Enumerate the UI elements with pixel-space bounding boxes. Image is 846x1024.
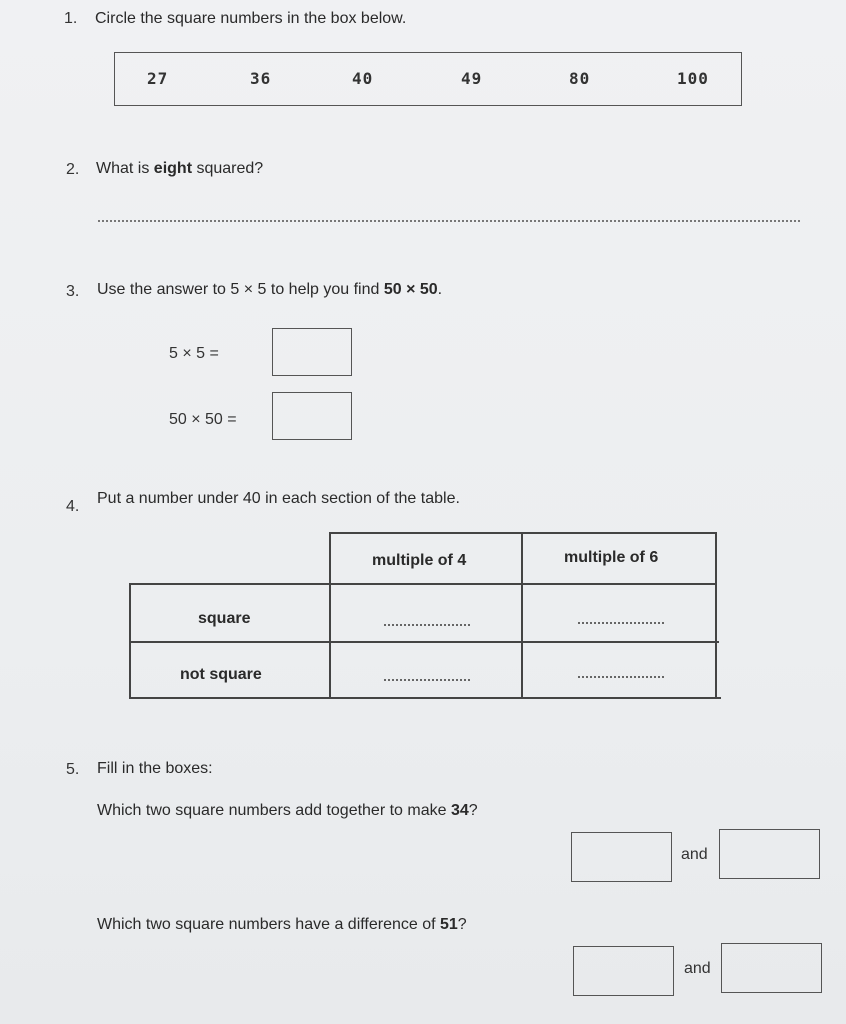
- table-line: [129, 584, 131, 699]
- table-line: [129, 641, 719, 643]
- number-option[interactable]: 80: [569, 69, 591, 88]
- table-line: [129, 583, 717, 585]
- answer-box-5b-first[interactable]: [573, 946, 674, 996]
- question-5b-text: Which two square numbers have a difference of 51?: [97, 916, 467, 933]
- table-answer-line[interactable]: [578, 676, 664, 678]
- question-3-number: 3.: [66, 283, 80, 300]
- table-line: [329, 532, 331, 699]
- table-line: [129, 697, 721, 699]
- question-3-text: Use the answer to 5 × 5 to help you find 50 × 50.: [97, 281, 443, 298]
- row-header: square: [198, 610, 251, 627]
- answer-box-5a-first[interactable]: [571, 832, 672, 882]
- answer-line[interactable]: [98, 220, 800, 222]
- question-5-text: Fill in the boxes:: [97, 760, 213, 777]
- column-header: multiple of 6: [564, 549, 659, 566]
- question-5-number: 5.: [66, 761, 80, 778]
- table-answer-line[interactable]: [384, 679, 470, 681]
- question-4-text: Put a number under 40 in each section of the table.: [97, 490, 460, 507]
- question-2-text: What is eight squared?: [96, 160, 264, 177]
- table-answer-line[interactable]: [578, 622, 664, 624]
- answer-box-50x50[interactable]: [272, 392, 352, 440]
- table-line: [521, 532, 523, 699]
- equation-50x50: 50 × 50 =: [169, 411, 237, 428]
- table-answer-line[interactable]: [384, 624, 470, 626]
- question-1-text: Circle the square numbers in the box below.: [95, 10, 407, 27]
- question-2-number: 2.: [66, 161, 80, 178]
- answer-box-5x5[interactable]: [272, 328, 352, 376]
- and-label: and: [681, 846, 708, 863]
- question-5a-text: Which two square numbers add together to make 34?: [97, 802, 478, 819]
- answer-box-5b-second[interactable]: [721, 943, 822, 993]
- answer-box-5a-second[interactable]: [719, 829, 820, 879]
- number-option[interactable]: 49: [461, 69, 483, 88]
- row-header: not square: [180, 666, 262, 683]
- question-1-number: 1.: [64, 10, 78, 27]
- number-option[interactable]: 36: [250, 69, 272, 88]
- equation-5x5: 5 × 5 =: [169, 345, 219, 362]
- number-option[interactable]: 100: [677, 69, 709, 88]
- square-numbers-box: [114, 52, 742, 106]
- number-option[interactable]: 27: [147, 69, 169, 88]
- and-label: and: [684, 960, 711, 977]
- column-header: multiple of 4: [372, 552, 467, 569]
- question-4-number: 4.: [66, 498, 80, 515]
- number-option[interactable]: 40: [352, 69, 374, 88]
- table-line: [715, 532, 717, 699]
